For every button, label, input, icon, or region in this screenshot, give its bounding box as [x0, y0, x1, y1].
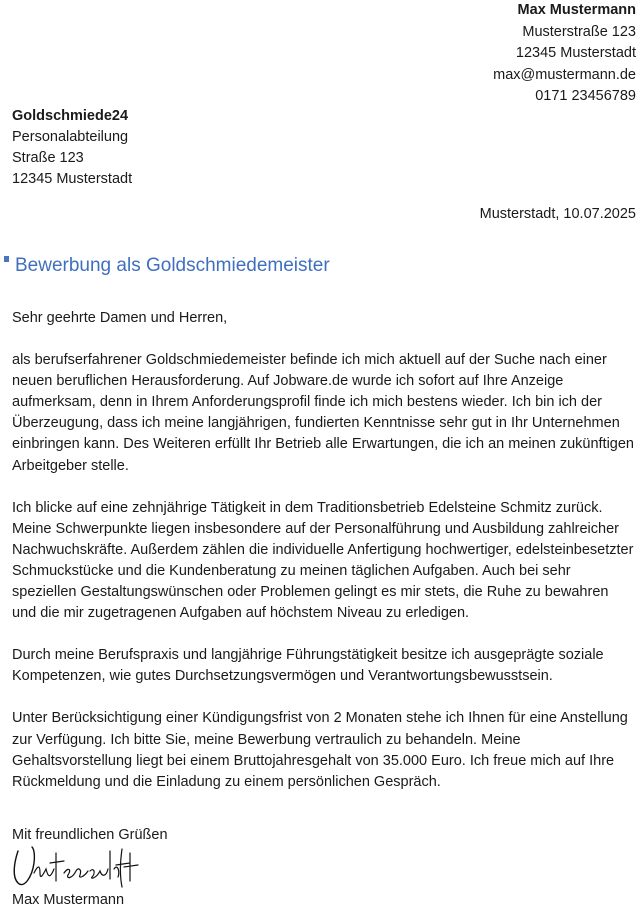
recipient-city: 12345 Musterstadt — [12, 171, 133, 187]
signer-name: Max Mustermann — [12, 892, 125, 908]
sender-name: Max Mustermann — [517, 2, 636, 18]
sender-phone: 0171 23456789 — [535, 88, 636, 104]
paragraph-2: Ich blicke auf eine zehnjährige Tätigkeit in dem Traditionsbetrieb Edelsteine Schmitz zurück. Meine Schwerpunkte liegen insbesondere auf der Personalführung und Ausbildung zahlreicher Nachwuchskräfte. Außerdem zählen die individuelle Anfertigung hochwertiger, edelsteinbesetzter Schmuckstücke und die Kundenberatung zu meinen täglichen Aufgaben. Auch bei sehr speziellen Gestaltungswünschen oder Problemen gelingt es mir stets, die Ruhe zu bewahren und die mir zugetragenen Aufgaben auf höchstem Niveau zu erledigen. — [12, 499, 634, 622]
sender-email: max@mustermann.de — [493, 66, 636, 83]
closing-greeting: Mit freundlichen Grüßen — [12, 827, 168, 843]
subject-heading: Bewerbung als Goldschmiedemeister — [15, 255, 330, 276]
letter-body — [12, 308, 634, 814]
recipient-company: Goldschmiede24 — [12, 108, 129, 124]
paragraph-4: Unter Berücksichtigung einer Kündigungsfrist von 2 Monaten stehe ich Ihnen für eine Anstellung zur Verfügung. Ich bitte Sie, meine Bewerbung vertraulich zu behandeln. Meine Gehaltsvorstellung liegt bei einem Bruttojahresgehalt von 35.000 Euro. Ich freue mich auf Ihre Rückmeldung und die Einladung zu einem persönlichen Gespräch. — [12, 710, 628, 790]
recipient-department: Personalabteilung — [12, 129, 129, 145]
heading-marker — [4, 256, 9, 262]
salutation: Sehr geehrte Damen und Herren, — [12, 310, 228, 326]
letter-date: Musterstadt, 10.07.2025 — [479, 206, 636, 222]
handwritten-signature — [10, 843, 140, 891]
recipient-street: Straße 123 — [12, 150, 84, 166]
sender-address — [493, 0, 636, 108]
sender-city: 12345 Musterstadt — [515, 45, 636, 61]
paragraph-1: als berufserfahrener Goldschmiedemeister befinde ich mich aktuell auf der Suche nach einer neuen beruflichen Herausforderung. Auf Jobware.de wurde ich sofort auf Ihre Anzeige aufmerksam, denn in Ihrem Anforderungsprofil finde ich mich bestens wieder. Ich bin ich der Überzeugung, dass ich meine langjährigen, fundierten Kenntnisse sehr gut in Ihr Unternehmen einbringen kann. Des Weiteren erfüllt Ihr Betrieb alle Erwartungen, die ich an meinen zukünftigen Arbeitgeber stelle. — [12, 352, 634, 474]
sender-street: Musterstraße 123 — [522, 23, 636, 40]
paragraph-3: Durch meine Berufspraxis und langjährige Führungstätigkeit besitze ich ausgeprägte soziale Kompetenzen, wie gutes Durchsetzungsvermögen und Verantwortungsbewusstsein. — [12, 647, 604, 685]
recipient-address — [12, 106, 132, 190]
